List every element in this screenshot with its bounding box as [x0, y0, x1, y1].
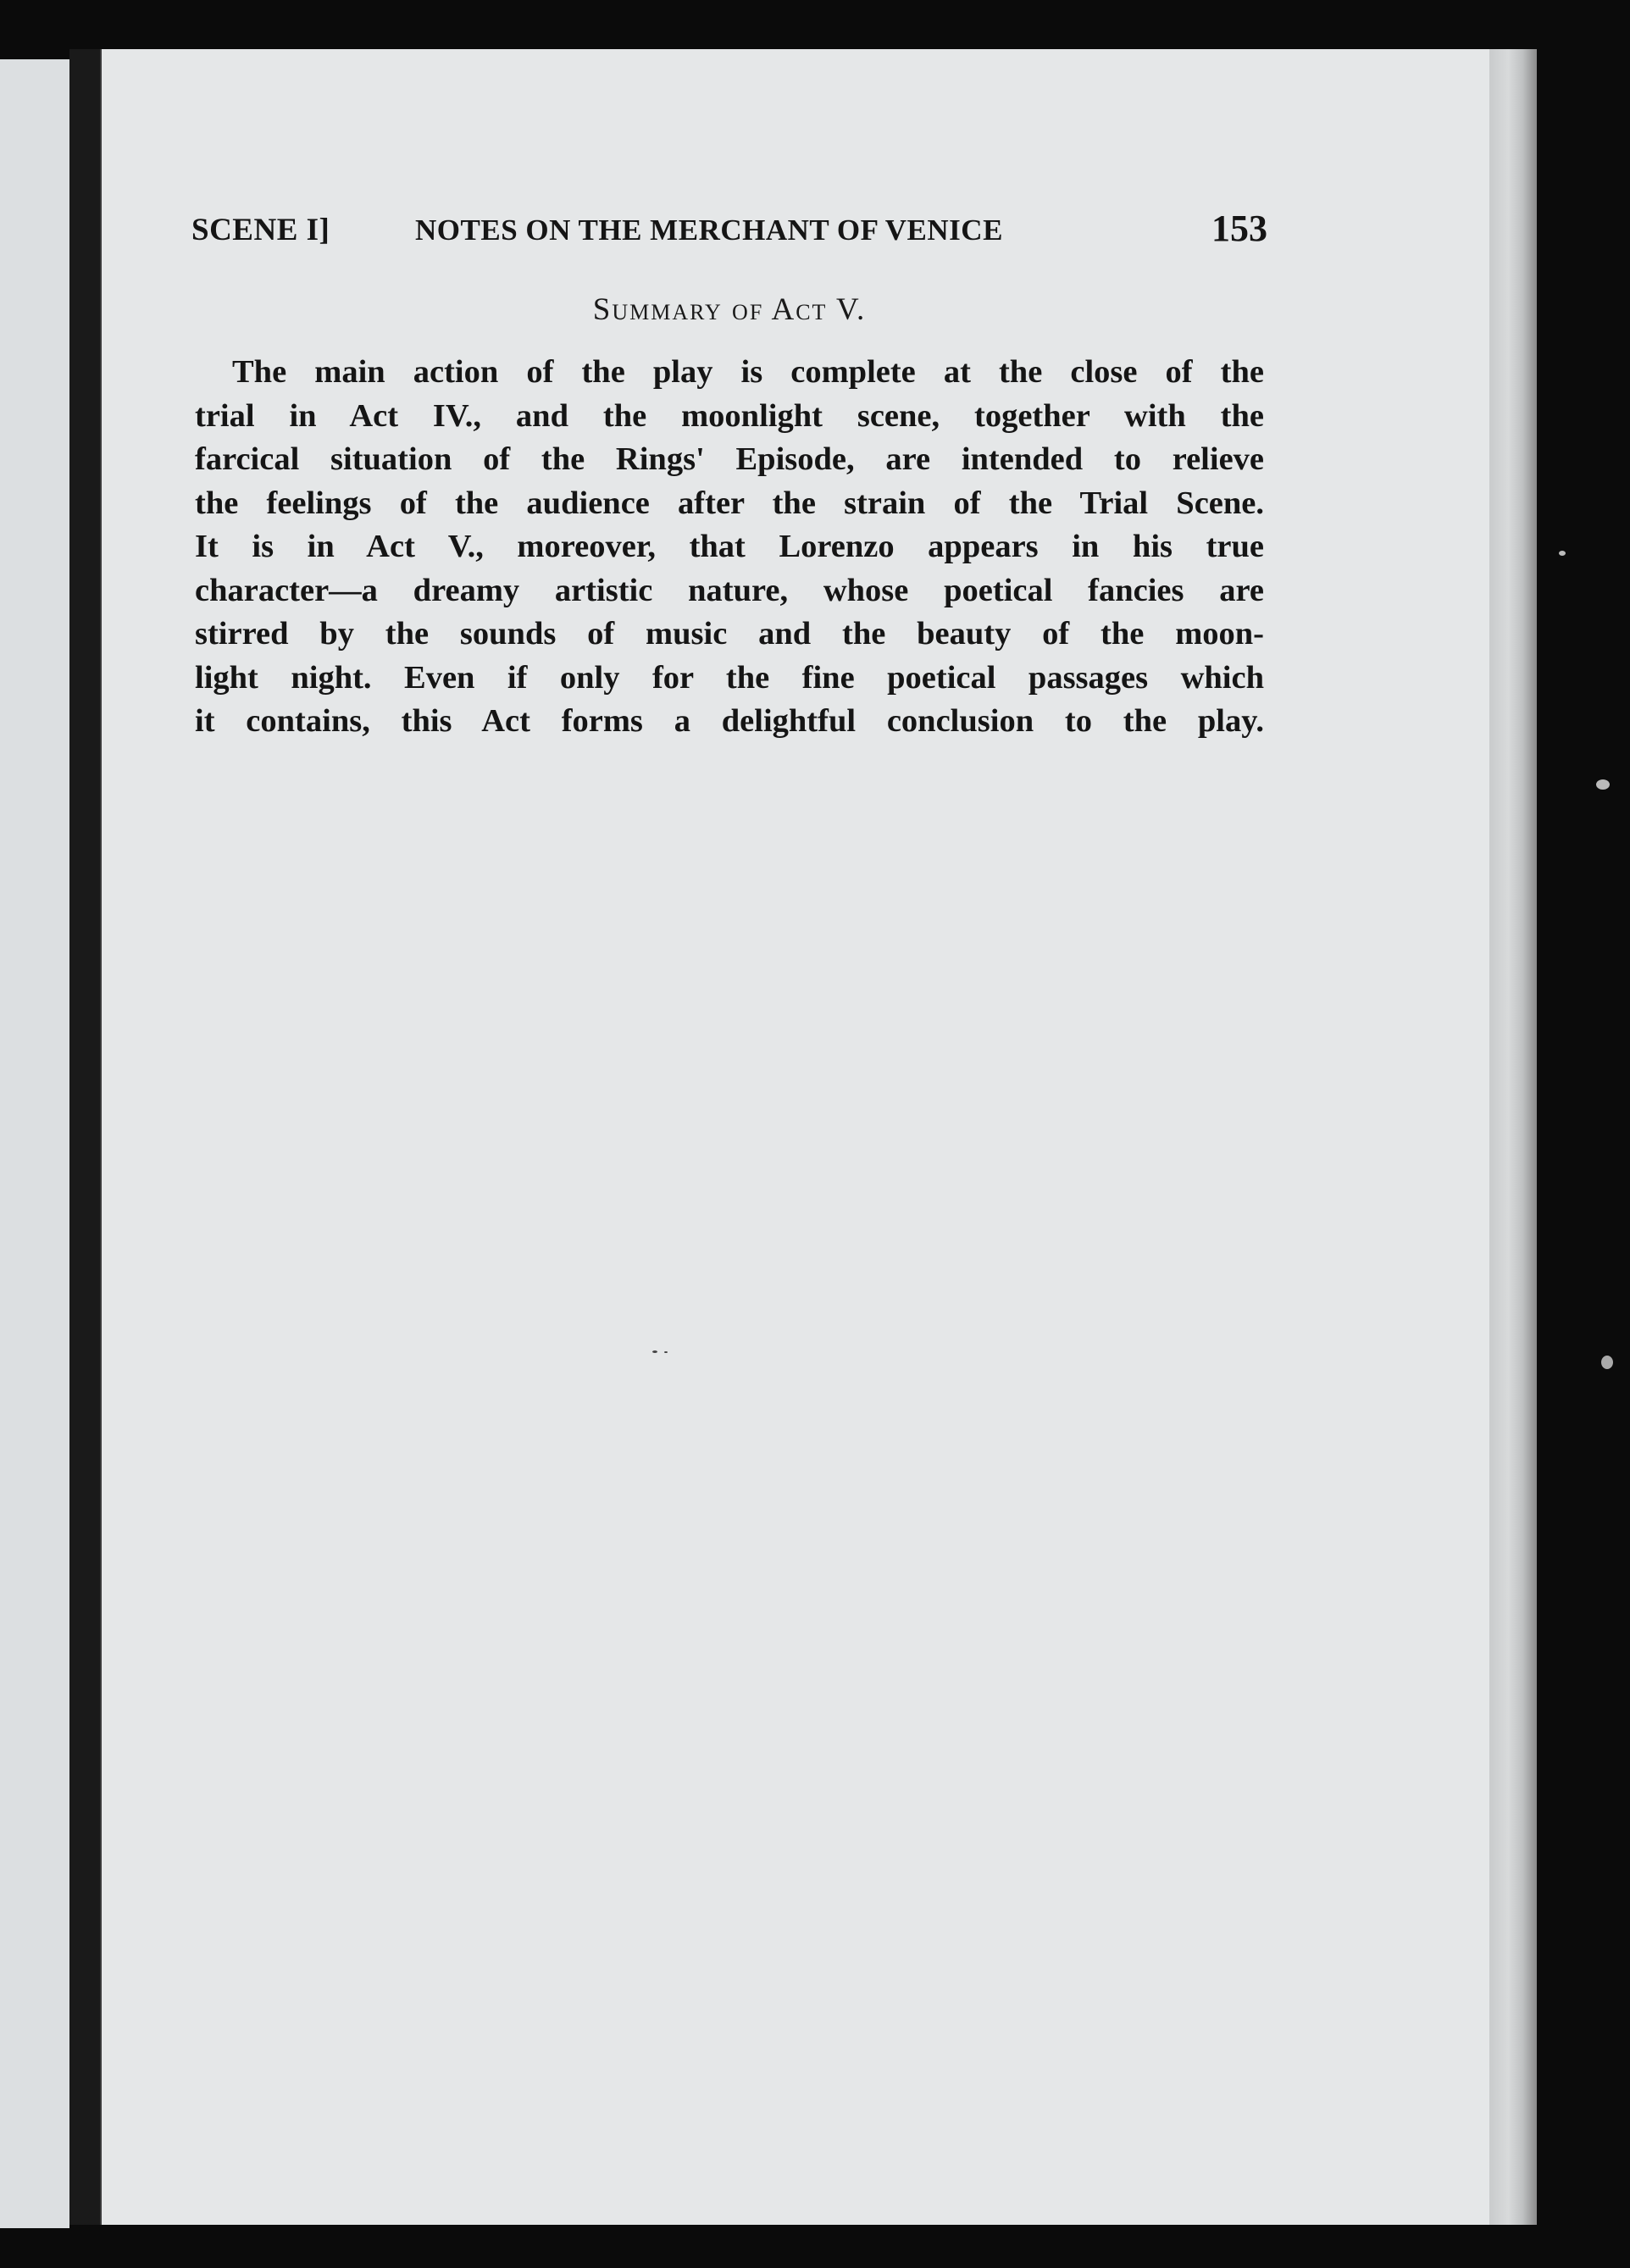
scan-speck [1596, 779, 1610, 790]
scan-speck [664, 1351, 668, 1353]
summary-paragraph [195, 351, 1264, 744]
scan-speck [652, 1350, 657, 1353]
paragraph-line: character—a dreamy artistic nature, whose poetical fancies are [195, 572, 1264, 608]
paragraph-line: stirred by the sounds of music and the beauty of the moon- [195, 616, 1264, 652]
running-head-scene: SCENE I] [191, 213, 330, 247]
paragraph-line: the feelings of the audience after the strain of the Trial Scene. [195, 485, 1264, 521]
facing-page-edge [0, 59, 69, 2228]
paragraph-line: it contains, this Act forms a delightful conclusion to the play. [195, 703, 1264, 739]
scan-speck [1601, 1356, 1613, 1369]
section-heading: Summary of Act V. [592, 292, 867, 327]
running-head-title: NOTES ON THE MERCHANT OF VENICE [415, 213, 1003, 247]
page-number: 153 [1211, 208, 1267, 249]
paragraph-line: trial in Act IV., and the moonlight scene, together with the [195, 397, 1264, 434]
paragraph-line: farcical situation of the Rings' Episode, are intended to relieve [195, 441, 1264, 477]
book-gutter [69, 49, 100, 2225]
paragraph-line: The main action of the play is complete at the close of the [232, 354, 1264, 390]
scan-speck [1559, 551, 1566, 556]
running-head [191, 207, 1267, 258]
page-fore-edge [1489, 49, 1537, 2225]
paragraph-line: light night. Even if only for the fine poetical passages which [195, 659, 1264, 696]
paragraph-line: It is in Act V., moreover, that Lorenzo appears in his true [195, 529, 1264, 564]
